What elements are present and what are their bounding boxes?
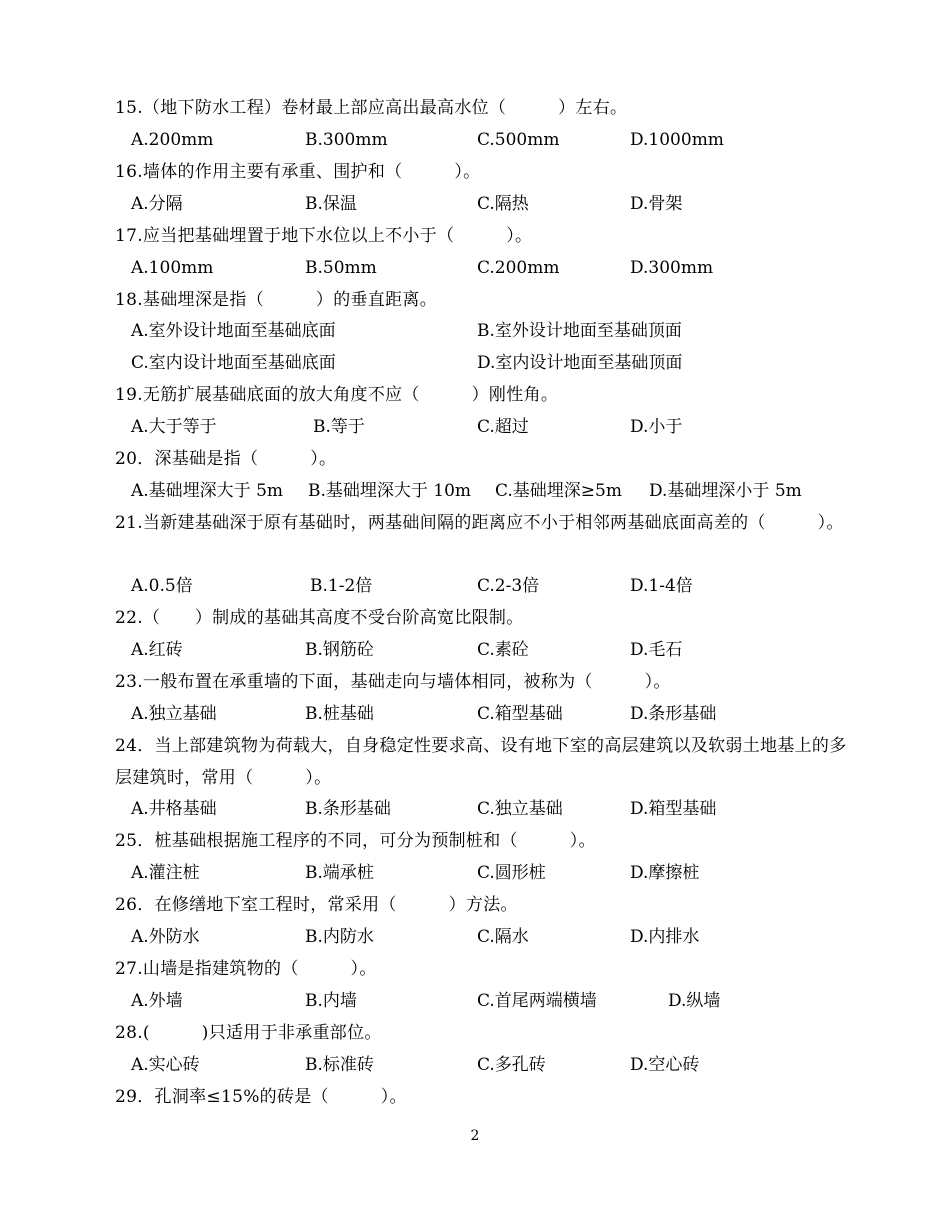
option-a: A.外防水 [131,927,200,947]
option-c: C.500mm [477,130,560,150]
option-b: B.1-2倍 [310,576,373,596]
option-d: D.1-4倍 [630,576,693,596]
option-a: A.室外设计地面至基础底面 [131,321,336,341]
option-b: B.标准砖 [305,1055,374,1075]
question-25: 25．桩基础根据施工程序的不同，可分为预制桩和（ ）。 [115,831,596,851]
option-b: B.钢筋砼 [305,640,374,660]
option-d: D.内排水 [630,927,700,947]
option-a: A.200mm [131,130,214,150]
option-b: B.内防水 [305,927,374,947]
option-d: D.基础埋深小于 5m [649,481,802,501]
option-c: C.隔热 [477,194,529,214]
option-c: C.隔水 [477,927,529,947]
question-21: 21.当新建基础深于原有基础时，两基础间隔的距离应不小于相邻两基础底面高差的（ ）。 [115,513,844,533]
option-b: B.300mm [305,130,388,150]
option-b: B.50mm [305,258,377,278]
option-d: D.300mm [630,258,714,278]
option-b: B.端承桩 [305,863,374,883]
option-b: B.等于 [313,417,365,437]
option-a: A.外墙 [131,991,183,1011]
question-23: 23.一般布置在承重墙的下面，基础走向与墙体相同，被称为（ ）。 [115,672,671,692]
option-b: B.室外设计地面至基础顶面 [477,321,682,341]
option-a: A.实心砖 [131,1055,200,1075]
option-b: B.保温 [305,194,357,214]
option-b: B.条形基础 [305,799,391,819]
question-22: 22.（ ）制成的基础其高度不受台阶高宽比限制。 [115,608,524,628]
question-24: 24．当上部建筑物为荷载大，自身稳定性要求高、设有地下室的高层建筑以及软弱土地基上的多层建筑时，常用（ ）。 [115,736,847,788]
question-26: 26．在修缮地下室工程时，常采用（ ）方法。 [115,895,518,915]
option-c: C.超过 [477,417,529,437]
option-b: B.内墙 [305,991,357,1011]
option-a: A.井格基础 [131,799,217,819]
option-c: C.圆形桩 [477,863,546,883]
option-c: C.素砼 [477,640,529,660]
option-d: D.毛石 [630,640,683,660]
option-c: C.室内设计地面至基础底面 [131,353,336,373]
option-c: C.独立基础 [477,799,563,819]
option-d: D.室内设计地面至基础顶面 [477,353,683,373]
question-29: 29．孔洞率≤15%的砖是（ ）。 [115,1087,407,1107]
question-27: 27.山墙是指建筑物的（ ）。 [115,959,377,979]
question-19: 19.无筋扩展基础底面的放大角度不应（ ）刚性角。 [115,385,559,405]
option-a: A.灌注桩 [131,863,200,883]
option-a: A.100mm [131,258,214,278]
option-b: B.基础埋深大于 10m [308,481,472,501]
option-d: D.纵墙 [668,991,721,1011]
option-c: C.2-3倍 [477,576,540,596]
question-28: 28.( )只适用于非承重部位。 [115,1023,382,1043]
option-d: D.1000mm [630,130,724,150]
option-d: D.箱型基础 [630,799,717,819]
option-c: C.箱型基础 [477,704,563,724]
question-20: 20．深基础是指（ ）。 [115,449,337,469]
option-d: D.空心砖 [630,1055,700,1075]
option-c: C.基础埋深≥5m [495,481,622,501]
option-a: A.基础埋深大于 5m [131,481,284,501]
option-a: A.大于等于 [131,417,217,437]
option-c: C.首尾两端横墙 [477,991,597,1011]
option-c: C.200mm [477,258,560,278]
option-d: D.小于 [630,417,683,437]
page-number: 2 [470,1128,480,1144]
option-d: D.摩擦桩 [630,863,700,883]
option-a: A.独立基础 [131,704,217,724]
option-d: D.条形基础 [630,704,717,724]
question-18: 18.基础埋深是指（ ）的垂直距离。 [115,290,438,310]
option-d: D.骨架 [630,194,683,214]
option-a: A.红砖 [131,640,183,660]
option-c: C.多孔砖 [477,1055,546,1075]
option-a: A.0.5倍 [131,576,193,596]
question-17: 17.应当把基础埋置于地下水位以上不小于（ ）。 [115,226,533,246]
question-16: 16.墙体的作用主要有承重、围护和（ ）。 [115,162,481,182]
option-a: A.分隔 [131,194,183,214]
question-15: 15.（地下防水工程）卷材最上部应高出最高水位（ ）左右。 [115,98,628,118]
option-b: B.桩基础 [305,704,374,724]
